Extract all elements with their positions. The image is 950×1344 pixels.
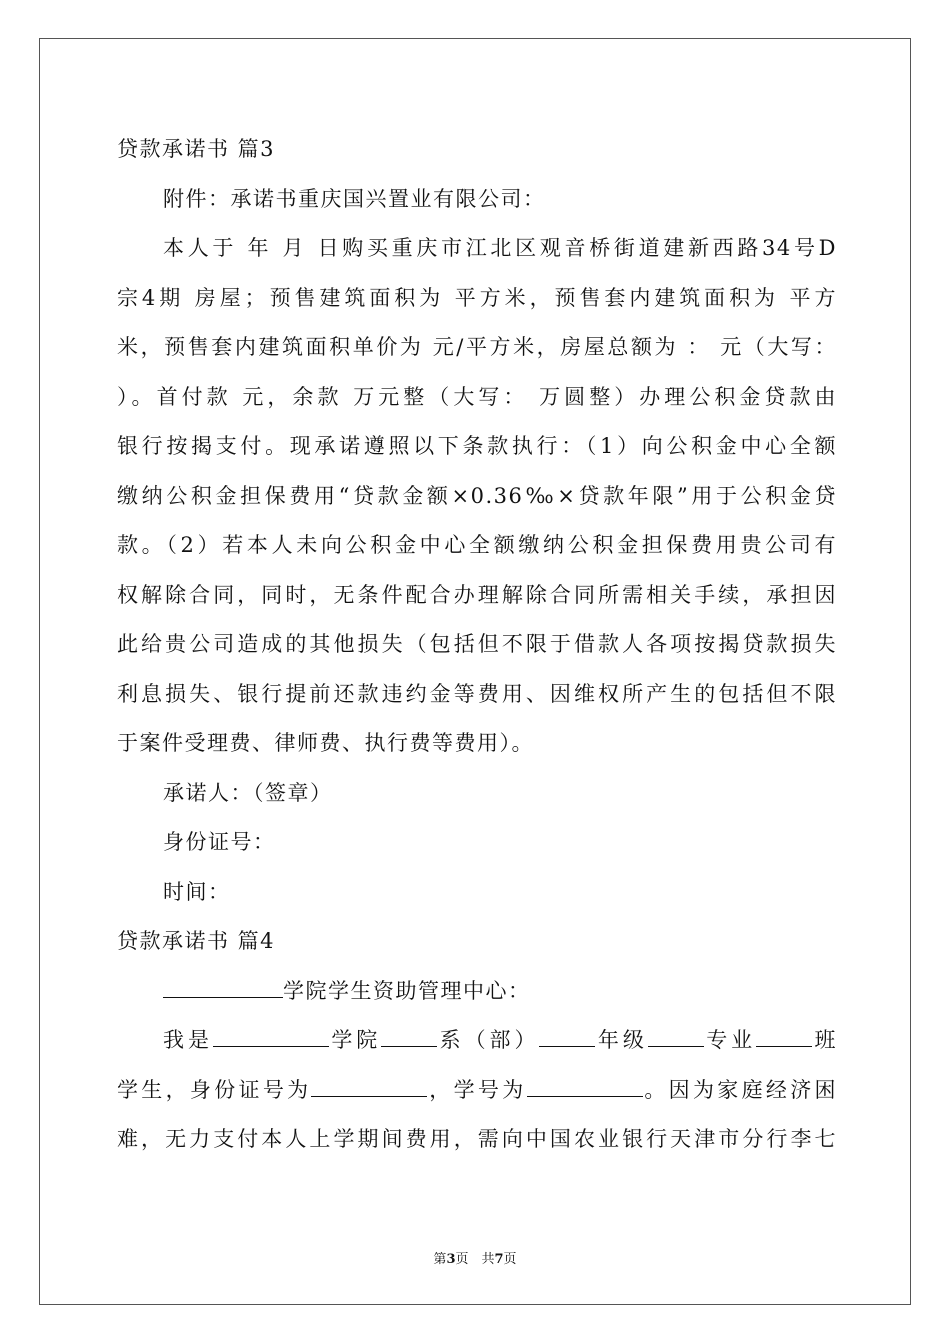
- text-fragment: ，学号为: [427, 1077, 527, 1102]
- body-line: 难，无力支付本人上学期间费用，需向中国农业银行天津市分行李七: [117, 1127, 837, 1151]
- text-fragment: 年级: [595, 1028, 648, 1052]
- blank-field: [163, 975, 283, 998]
- body-line: 银行按揭支付。现承诺遵照以下条款执行：（1）向公积金中心全额: [117, 434, 837, 458]
- blank-field: [311, 1074, 427, 1097]
- time-label: 时间：: [163, 879, 231, 904]
- text-fragment: 专业: [703, 1028, 757, 1052]
- text-fragment: 班: [812, 1028, 838, 1052]
- body-line: 款。（2）若本人未向公积金中心全额缴纳公积金担保费用贵公司有: [117, 533, 837, 557]
- section-heading: 贷款承诺书 篇3: [117, 137, 276, 161]
- body-line: ）。首付款 元，余款 万元整（大写： 万圆整）办理公积金贷款由: [117, 384, 837, 409]
- addressee: 学院学生资助管理中心：: [283, 978, 531, 1003]
- text-fragment: 系（部）: [437, 1028, 540, 1052]
- text-fragment: 学院: [328, 1028, 382, 1052]
- total-pages: 7: [494, 1252, 504, 1267]
- text-fragment: 。因为家庭经济困: [642, 1077, 838, 1102]
- body-line: 米，预售套内建筑面积单价为 元/平方米，房屋总额为 ： 元（大写：: [117, 335, 837, 359]
- fill-line: [117, 1019, 837, 1069]
- page-number: 3: [446, 1252, 456, 1267]
- blank-field: [381, 1024, 437, 1047]
- blank-field: [756, 1024, 812, 1047]
- blank-field: [213, 1024, 329, 1047]
- page-footer: 第3页 共7页: [433, 1252, 517, 1267]
- fill-line: [117, 1069, 837, 1119]
- body-line: 于案件受理费、律师费、执行费等费用）。: [117, 731, 534, 755]
- text-fragment: 学生，身份证号为: [117, 1077, 312, 1102]
- id-number-label: 身份证号：: [163, 830, 276, 854]
- text-fragment: 我是: [163, 1028, 213, 1052]
- addressee-line: [117, 970, 837, 1020]
- body-line: 利息损失、银行提前还款违约金等费用、因维权所产生的包括但不限: [117, 681, 837, 706]
- blank-field: [648, 1024, 704, 1047]
- signer-label: 承诺人：（签章）: [163, 780, 333, 805]
- body-line: 此给贵公司造成的其他损失（包括但不限于借款人各项按揭贷款损失: [117, 632, 837, 656]
- section-heading: 贷款承诺书 篇4: [117, 929, 276, 953]
- body-line: 本人于 年 月 日购买重庆市江北区观音桥街道建新西路34号D: [163, 236, 837, 260]
- addressee: 附件：承诺书重庆国兴置业有限公司：: [163, 186, 546, 211]
- body-line: 权解除合同，同时，无条件配合办理解除合同所需相关手续，承担因: [117, 582, 837, 607]
- document-body: [117, 128, 837, 1168]
- body-line: 宗4期 房屋；预售建筑面积为 平方米，预售套内建筑面积为 平方: [117, 285, 837, 310]
- blank-field: [527, 1074, 643, 1097]
- body-line: 缴纳公积金担保费用“贷款金额×0.36‰×贷款年限”用于公积金贷: [117, 483, 837, 508]
- blank-field: [539, 1024, 595, 1047]
